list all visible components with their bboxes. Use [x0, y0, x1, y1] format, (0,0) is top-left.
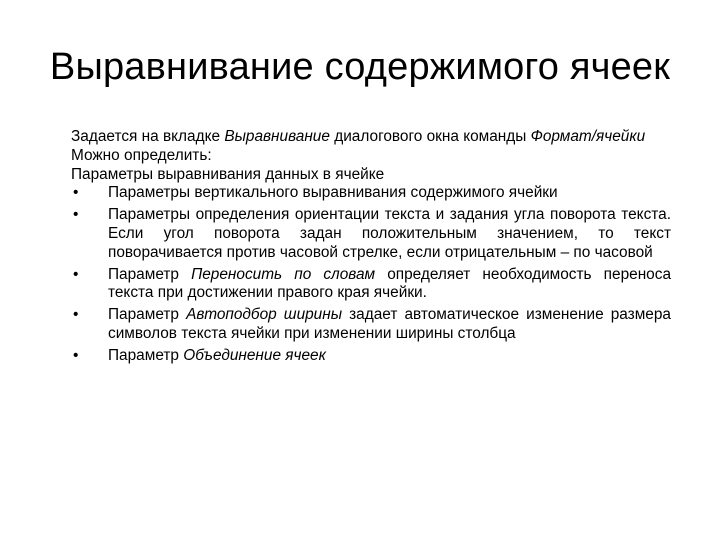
bullet-icon: •: [73, 206, 79, 224]
bullet-icon: •: [73, 306, 79, 324]
slide-title: Выравнивание содержимого ячеек: [49, 46, 671, 88]
list-item-italic: Автоподбор ширины: [186, 306, 343, 324]
list-item-text: Параметр: [108, 306, 187, 324]
list-item: [71, 184, 671, 203]
intro-italic-tab-name: Выравнивание: [224, 128, 330, 145]
intro-italic-command-name: Формат/ячейки: [530, 128, 646, 145]
list-item-text: Параметр: [108, 265, 192, 283]
list-item-italic: Объединение ячеек: [183, 346, 326, 364]
list-item: [71, 266, 671, 304]
bullet-icon: •: [73, 346, 79, 364]
list-item-text-after: определяет необходимость переноса текста при достижении правого края ячейки.: [108, 265, 672, 302]
intro-paragraph: [71, 128, 671, 147]
list-item-text: Параметр: [108, 346, 184, 364]
list-item-text: Параметры определения ориентации текста и задания угла поворота текста. Если угол поворота задан положительным значением, то текст поворачивается против часовой стрелке, если отрицательным – по часовой: [108, 206, 671, 261]
list-item: [71, 306, 671, 344]
can-define-line: Можно определить:: [71, 146, 212, 164]
alignment-params-line: Параметры выравнивания данных в ячейке: [71, 165, 385, 183]
list-item: [71, 347, 671, 366]
intro-text-middle: диалогового окна команды: [329, 128, 531, 145]
list-item-text: Параметры вертикального выравнивания содержимого ячейки: [108, 184, 558, 202]
bullet-list: [71, 184, 671, 365]
list-item-italic: Переносить по словам: [191, 265, 376, 283]
list-item-text-after: задает автоматическое изменение размера символов текста ячейки при изменении ширины столбца: [108, 306, 671, 342]
slide-content: [71, 128, 671, 369]
list-item: [71, 206, 671, 262]
bullet-icon: •: [73, 184, 79, 202]
bullet-icon: •: [73, 265, 79, 283]
intro-text-before: Задается на вкладке: [71, 128, 225, 145]
